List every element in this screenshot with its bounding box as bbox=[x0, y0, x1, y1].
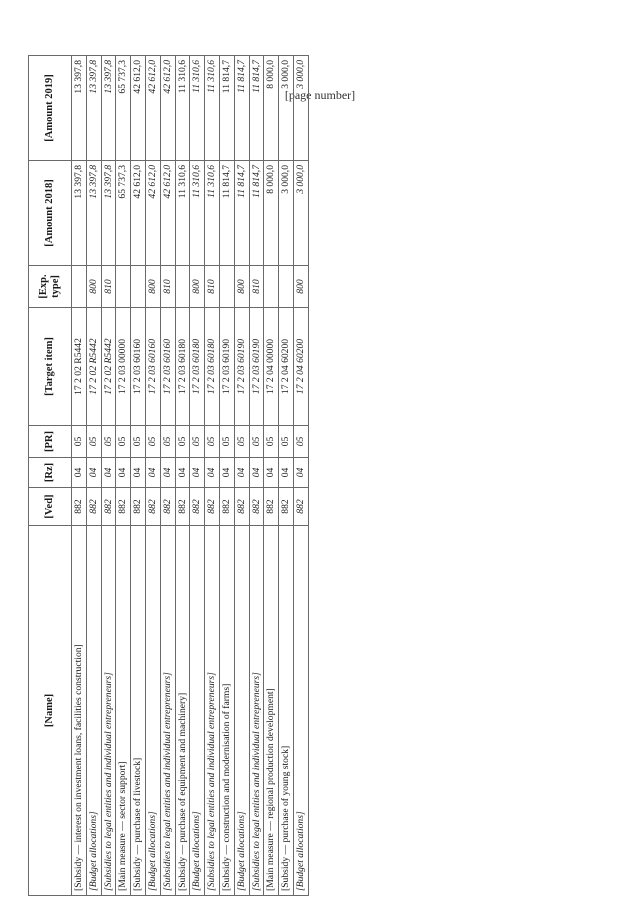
cell-csr: 17 2 03 60160 bbox=[160, 308, 175, 426]
cell-rz: 04 bbox=[279, 458, 294, 488]
cell-name: [Subsidies to legal entities and individual entrepreneurs] bbox=[160, 526, 175, 896]
cell-rz: 04 bbox=[190, 458, 205, 488]
cell-vr bbox=[72, 266, 87, 308]
cell-pr: 05 bbox=[116, 426, 131, 458]
cell-amount-2019: 42 612,0 bbox=[145, 56, 160, 161]
cell-rz: 04 bbox=[234, 458, 249, 488]
cell-rz: 04 bbox=[175, 458, 190, 488]
table-row bbox=[175, 56, 190, 896]
cell-amount-2019: 3 000,0 bbox=[293, 56, 308, 161]
cell-csr: 17 2 03 60160 bbox=[131, 308, 146, 426]
cell-amount-2019: 11 310,6 bbox=[205, 56, 220, 161]
cell-amount-2018: 42 612,0 bbox=[131, 161, 146, 266]
cell-amount-2018: 11 814,7 bbox=[249, 161, 264, 266]
cell-amount-2018: 3 000,0 bbox=[279, 161, 294, 266]
cell-name: [Budget allocations] bbox=[86, 526, 101, 896]
cell-amount-2018: 11 814,7 bbox=[219, 161, 234, 266]
cell-pr: 05 bbox=[175, 426, 190, 458]
cell-amount-2019: 3 000,0 bbox=[279, 56, 294, 161]
rotated-table-wrapper bbox=[28, 56, 568, 896]
cell-amount-2018: 3 000,0 bbox=[293, 161, 308, 266]
cell-rz: 04 bbox=[101, 458, 116, 488]
cell-rz: 04 bbox=[131, 458, 146, 488]
cell-ved: 882 bbox=[190, 488, 205, 526]
cell-vr: 810 bbox=[249, 266, 264, 308]
cell-pr: 05 bbox=[293, 426, 308, 458]
cell-pr: 05 bbox=[234, 426, 249, 458]
table-row bbox=[145, 56, 160, 896]
cell-ved: 882 bbox=[175, 488, 190, 526]
table-row bbox=[234, 56, 249, 896]
cell-vr: 800 bbox=[145, 266, 160, 308]
cell-name: [Budget allocations] bbox=[145, 526, 160, 896]
cell-pr: 05 bbox=[160, 426, 175, 458]
cell-vr bbox=[131, 266, 146, 308]
header-name: [Name] bbox=[29, 526, 72, 896]
cell-rz: 04 bbox=[219, 458, 234, 488]
cell-amount-2018: 65 737,3 bbox=[116, 161, 131, 266]
cell-vr: 800 bbox=[293, 266, 308, 308]
cell-amount-2019: 8 000,0 bbox=[264, 56, 279, 161]
cell-ved: 882 bbox=[279, 488, 294, 526]
cell-name: [Subsidy — purchase of young stock] bbox=[279, 526, 294, 896]
cell-csr: 17 2 03 60160 bbox=[145, 308, 160, 426]
header-ved: [Ved] bbox=[29, 488, 72, 526]
cell-ved: 882 bbox=[219, 488, 234, 526]
table-row bbox=[190, 56, 205, 896]
cell-amount-2019: 11 310,6 bbox=[190, 56, 205, 161]
cell-rz: 04 bbox=[72, 458, 87, 488]
cell-amount-2018: 11 310,6 bbox=[190, 161, 205, 266]
cell-rz: 04 bbox=[86, 458, 101, 488]
cell-ved: 882 bbox=[72, 488, 87, 526]
cell-ved: 882 bbox=[101, 488, 116, 526]
cell-ved: 882 bbox=[160, 488, 175, 526]
table-row bbox=[86, 56, 101, 896]
cell-ved: 882 bbox=[116, 488, 131, 526]
cell-name: [Main measure — sector support] bbox=[116, 526, 131, 896]
cell-vr: 800 bbox=[234, 266, 249, 308]
cell-name: [Subsidy — purchase of equipment and machinery] bbox=[175, 526, 190, 896]
cell-name: [Subsidies to legal entities and individual entrepreneurs] bbox=[101, 526, 116, 896]
cell-rz: 04 bbox=[160, 458, 175, 488]
cell-vr: 810 bbox=[205, 266, 220, 308]
cell-amount-2019: 13 397,8 bbox=[101, 56, 116, 161]
cell-csr: 17 2 02 R5442 bbox=[101, 308, 116, 426]
cell-name: [Subsidy — purchase of livestock] bbox=[131, 526, 146, 896]
header-year-2018: [Amount 2018] bbox=[29, 161, 72, 266]
cell-vr bbox=[175, 266, 190, 308]
table-row bbox=[131, 56, 146, 896]
cell-amount-2018: 11 310,6 bbox=[205, 161, 220, 266]
table-header-row bbox=[29, 56, 72, 896]
cell-ved: 882 bbox=[145, 488, 160, 526]
cell-vr bbox=[116, 266, 131, 308]
page-number: [page number] bbox=[284, 88, 356, 102]
cell-vr: 800 bbox=[190, 266, 205, 308]
cell-csr: 17 2 03 60180 bbox=[175, 308, 190, 426]
table-row bbox=[205, 56, 220, 896]
cell-amount-2019: 13 397,8 bbox=[72, 56, 87, 161]
cell-name: [Main measure — regional production development] bbox=[264, 526, 279, 896]
budget-table bbox=[28, 55, 309, 896]
cell-name: [Subsidies to legal entities and individual entrepreneurs] bbox=[249, 526, 264, 896]
cell-ved: 882 bbox=[234, 488, 249, 526]
header-rz: [Rz] bbox=[29, 458, 72, 488]
cell-pr: 05 bbox=[219, 426, 234, 458]
cell-csr: 17 2 04 00000 bbox=[264, 308, 279, 426]
cell-rz: 04 bbox=[145, 458, 160, 488]
cell-vr bbox=[279, 266, 294, 308]
cell-ved: 882 bbox=[264, 488, 279, 526]
cell-amount-2019: 11 814,7 bbox=[234, 56, 249, 161]
cell-ved: 882 bbox=[249, 488, 264, 526]
cell-vr: 800 bbox=[86, 266, 101, 308]
cell-amount-2018: 8 000,0 bbox=[264, 161, 279, 266]
header-csr: [Target item] bbox=[29, 308, 72, 426]
cell-csr: 17 2 04 60200 bbox=[293, 308, 308, 426]
cell-vr bbox=[264, 266, 279, 308]
cell-amount-2018: 13 397,8 bbox=[101, 161, 116, 266]
cell-rz: 04 bbox=[264, 458, 279, 488]
cell-amount-2019: 65 737,3 bbox=[116, 56, 131, 161]
cell-pr: 05 bbox=[264, 426, 279, 458]
cell-rz: 04 bbox=[205, 458, 220, 488]
cell-amount-2019: 11 310,6 bbox=[175, 56, 190, 161]
cell-pr: 05 bbox=[72, 426, 87, 458]
cell-amount-2019: 13 397,8 bbox=[86, 56, 101, 161]
table-row bbox=[279, 56, 294, 896]
cell-csr: 17 2 02 R5442 bbox=[86, 308, 101, 426]
cell-name: [Budget allocations] bbox=[190, 526, 205, 896]
cell-ved: 882 bbox=[86, 488, 101, 526]
cell-ved: 882 bbox=[131, 488, 146, 526]
cell-ved: 882 bbox=[205, 488, 220, 526]
cell-amount-2019: 11 814,7 bbox=[249, 56, 264, 161]
cell-pr: 05 bbox=[131, 426, 146, 458]
table-row bbox=[72, 56, 87, 896]
table-row bbox=[160, 56, 175, 896]
cell-amount-2018: 13 397,8 bbox=[86, 161, 101, 266]
table-row bbox=[101, 56, 116, 896]
table-row bbox=[249, 56, 264, 896]
cell-amount-2018: 11 814,7 bbox=[234, 161, 249, 266]
cell-csr: 17 2 03 00000 bbox=[116, 308, 131, 426]
cell-amount-2019: 42 612,0 bbox=[131, 56, 146, 161]
cell-csr: 17 2 03 60190 bbox=[219, 308, 234, 426]
cell-pr: 05 bbox=[190, 426, 205, 458]
cell-csr: 17 2 03 60190 bbox=[249, 308, 264, 426]
table-body bbox=[72, 56, 309, 896]
cell-name: [Budget allocations] bbox=[293, 526, 308, 896]
cell-name: [Subsidies to legal entities and individual entrepreneurs] bbox=[205, 526, 220, 896]
cell-name: [Budget allocations] bbox=[234, 526, 249, 896]
cell-name: [Subsidy — interest on investment loans, facilities construction] bbox=[72, 526, 87, 896]
cell-amount-2018: 11 310,6 bbox=[175, 161, 190, 266]
table-row bbox=[264, 56, 279, 896]
cell-ved: 882 bbox=[293, 488, 308, 526]
cell-csr: 17 2 03 60180 bbox=[190, 308, 205, 426]
header-vr: [Exp. type] bbox=[29, 266, 72, 308]
cell-amount-2018: 42 612,0 bbox=[160, 161, 175, 266]
cell-csr: 17 2 02 R5442 bbox=[72, 308, 87, 426]
cell-rz: 04 bbox=[249, 458, 264, 488]
cell-name: [Subsidy — construction and modernisation of farms] bbox=[219, 526, 234, 896]
cell-csr: 17 2 03 60180 bbox=[205, 308, 220, 426]
cell-vr: 810 bbox=[101, 266, 116, 308]
header-pr: [PR] bbox=[29, 426, 72, 458]
cell-amount-2018: 42 612,0 bbox=[145, 161, 160, 266]
cell-amount-2019: 11 814,7 bbox=[219, 56, 234, 161]
cell-pr: 05 bbox=[101, 426, 116, 458]
cell-vr: 810 bbox=[160, 266, 175, 308]
cell-csr: 17 2 03 60190 bbox=[234, 308, 249, 426]
cell-pr: 05 bbox=[249, 426, 264, 458]
cell-rz: 04 bbox=[116, 458, 131, 488]
cell-pr: 05 bbox=[145, 426, 160, 458]
cell-pr: 05 bbox=[205, 426, 220, 458]
header-year-2019: [Amount 2019] bbox=[29, 56, 72, 161]
cell-pr: 05 bbox=[86, 426, 101, 458]
cell-amount-2018: 13 397,8 bbox=[72, 161, 87, 266]
cell-vr bbox=[219, 266, 234, 308]
table-row bbox=[293, 56, 308, 896]
table-row bbox=[219, 56, 234, 896]
table-row bbox=[116, 56, 131, 896]
cell-csr: 17 2 04 60200 bbox=[279, 308, 294, 426]
cell-rz: 04 bbox=[293, 458, 308, 488]
cell-amount-2019: 42 612,0 bbox=[160, 56, 175, 161]
cell-pr: 05 bbox=[279, 426, 294, 458]
